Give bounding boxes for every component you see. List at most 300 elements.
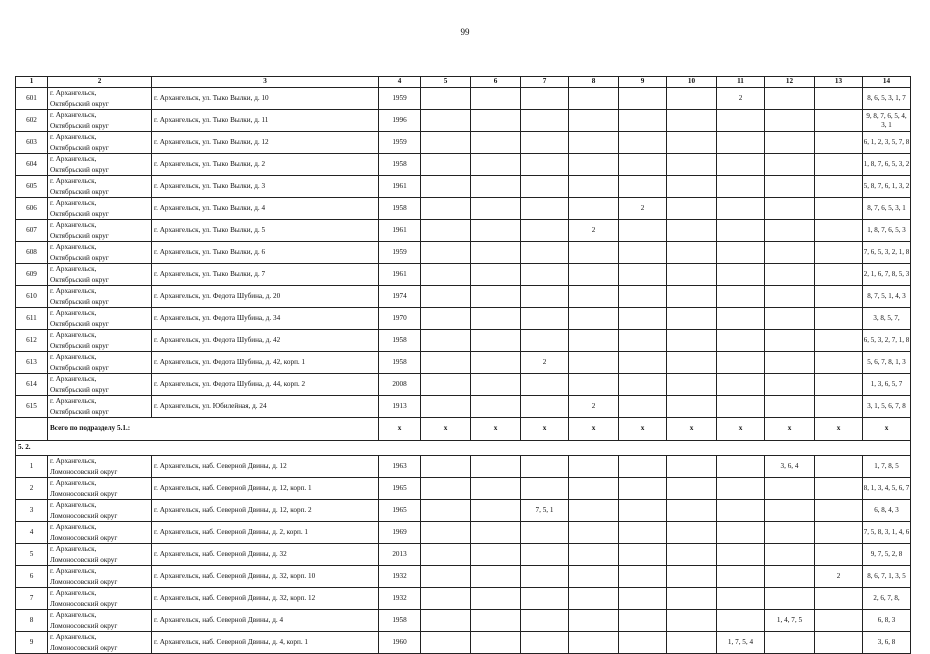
district-line: г. Архангельск, [50,589,97,597]
year-cell: 1958 [379,352,421,374]
value-cell [717,110,765,132]
value-cell [471,198,521,220]
value-cell: 2 [717,88,765,110]
district-line: г. Архангельск, [50,353,97,361]
subtotal-value: x [815,418,863,441]
district-line: г. Архангельск, [50,331,97,339]
value-cell: 2 [521,352,569,374]
value-cell [569,500,619,522]
value-cell [421,588,471,610]
year-cell: 1963 [379,456,421,478]
district-line: Ломоносовский округ [50,533,118,542]
table-row [16,264,911,286]
component-list-cell: 7, 6, 5, 3, 2, 1, 8 [863,242,911,264]
subtotal-value: x [765,418,815,441]
district-line: Ломоносовский округ [50,599,118,608]
component-list-cell: 5, 8, 7, 6, 1, 3, 2 [863,176,911,198]
address-cell: г. Архангельск, ул. Тыко Вылки, д. 6 [152,242,379,264]
value-cell [815,330,863,352]
year-cell: 1970 [379,308,421,330]
value-cell [421,242,471,264]
value-cell [619,632,667,654]
header-row [16,77,911,88]
value-cell [421,176,471,198]
register-table [15,76,911,654]
value-cell [521,176,569,198]
value-cell: 2 [619,198,667,220]
value-cell [815,220,863,242]
value-cell [667,522,717,544]
component-list-cell: 3, 6, 8 [863,632,911,654]
value-cell [765,396,815,418]
district-line: г. Архангельск, [50,479,97,487]
value-cell [569,88,619,110]
district-line: г. Архангельск, [50,287,97,295]
value-cell [421,456,471,478]
value-cell [815,352,863,374]
value-cell [569,330,619,352]
address-cell: г. Архангельск, ул. Тыко Вылки, д. 7 [152,264,379,286]
value-cell [521,308,569,330]
value-cell [619,544,667,566]
value-cell [421,220,471,242]
column-header: 6 [471,77,521,88]
value-cell [471,352,521,374]
value-cell [717,566,765,588]
value-cell [717,286,765,308]
value-cell [471,588,521,610]
table-row [16,330,911,352]
year-cell: 1913 [379,396,421,418]
value-cell [815,242,863,264]
district-cell [48,352,152,374]
value-cell [521,566,569,588]
value-cell [471,566,521,588]
value-cell [569,588,619,610]
district-line: г. Архангельск, [50,155,97,163]
section-row [16,441,911,456]
value-cell [521,456,569,478]
district-line: г. Архангельск, [50,111,97,119]
table-row [16,220,911,242]
value-cell [815,478,863,500]
address-cell: г. Архангельск, наб. Северной Двины, д. 4 [152,610,379,632]
value-cell [815,522,863,544]
value-cell [569,176,619,198]
value-cell [569,632,619,654]
value-cell [521,242,569,264]
row-number: 606 [16,198,48,220]
year-cell: 1959 [379,88,421,110]
component-list-cell: 9, 8, 7, 6, 5, 4, 3, 1 [863,110,911,132]
value-cell [619,522,667,544]
table-row [16,500,911,522]
value-cell [667,154,717,176]
value-cell [619,220,667,242]
value-cell [717,220,765,242]
value-cell [667,566,717,588]
address-cell: г. Архангельск, ул. Тыко Вылки, д. 5 [152,220,379,242]
district-cell [48,330,152,352]
value-cell [471,242,521,264]
value-cell [569,352,619,374]
value-cell [717,396,765,418]
value-cell [421,264,471,286]
value-cell [471,522,521,544]
value-cell [717,544,765,566]
value-cell [667,330,717,352]
value-cell [815,198,863,220]
value-cell [421,330,471,352]
value-cell [421,286,471,308]
column-header: 2 [48,77,152,88]
value-cell [717,308,765,330]
page-number: 99 [460,27,470,37]
value-cell [815,588,863,610]
value-cell [619,110,667,132]
value-cell [765,286,815,308]
value-cell [717,198,765,220]
subtotal-value: x [521,418,569,441]
value-cell [667,478,717,500]
value-cell [521,330,569,352]
value-cell [667,632,717,654]
value-cell [569,110,619,132]
subtotal-value: x [421,418,471,441]
district-line: г. Архангельск, [50,177,97,185]
address-cell: г. Архангельск, ул. Федота Шубина, д. 20 [152,286,379,308]
component-list-cell: 8, 6, 7, 1, 3, 5 [863,566,911,588]
district-cell [48,566,152,588]
value-cell: 7, 5, 1 [521,500,569,522]
address-cell: г. Архангельск, наб. Северной Двины, д. 12, корп. 2 [152,500,379,522]
row-number: 607 [16,220,48,242]
value-cell [421,374,471,396]
value-cell [421,500,471,522]
row-number [16,418,48,441]
address-cell: г. Архангельск, наб. Северной Двины, д. 4, корп. 1 [152,632,379,654]
value-cell [619,478,667,500]
value-cell [619,352,667,374]
component-list-cell: 6, 8, 4, 3 [863,500,911,522]
value-cell [815,88,863,110]
district-line: г. Архангельск, [50,633,97,641]
table-row [16,456,911,478]
value-cell [765,374,815,396]
row-number: 603 [16,132,48,154]
subtotal-value: x [717,418,765,441]
district-line: Октябрьский округ [50,121,109,130]
district-line: г. Архангельск, [50,265,97,273]
value-cell [471,396,521,418]
value-cell [667,264,717,286]
value-cell [717,522,765,544]
value-cell [619,176,667,198]
value-cell [619,374,667,396]
district-line: Октябрьский округ [50,99,109,108]
row-number: 605 [16,176,48,198]
value-cell [471,544,521,566]
value-cell [569,522,619,544]
address-cell: г. Архангельск, наб. Северной Двины, д. 12 [152,456,379,478]
component-list-cell: 8, 1, 3, 4, 5, 6, 7 [863,478,911,500]
value-cell [471,308,521,330]
district-cell [48,110,152,132]
district-cell [48,264,152,286]
year-cell: 1959 [379,242,421,264]
district-line: Октябрьский округ [50,407,109,416]
column-header: 5 [421,77,471,88]
address-cell: г. Архангельск, ул. Федота Шубина, д. 42, корп. 1 [152,352,379,374]
address-cell: г. Архангельск, наб. Северной Двины, д. 32, корп. 10 [152,566,379,588]
value-cell [569,374,619,396]
column-header: 9 [619,77,667,88]
address-cell: г. Архангельск, ул. Федота Шубина, д. 42 [152,330,379,352]
district-cell [48,132,152,154]
value-cell [765,198,815,220]
district-line: Ломоносовский округ [50,467,118,476]
row-number: 611 [16,308,48,330]
district-line: Октябрьский округ [50,209,109,218]
table-row [16,308,911,330]
value-cell [471,632,521,654]
year-cell: 1958 [379,330,421,352]
value-cell [471,374,521,396]
district-cell [48,220,152,242]
district-line: Октябрьский округ [50,363,109,372]
value-cell [667,500,717,522]
address-cell: г. Архангельск, ул. Тыко Вылки, д. 4 [152,198,379,220]
district-line: Ломоносовский округ [50,577,118,586]
table-row [16,396,911,418]
district-cell [48,286,152,308]
value-cell [619,132,667,154]
row-number: 612 [16,330,48,352]
value-cell [471,330,521,352]
value-cell [815,632,863,654]
value-cell [421,396,471,418]
district-line: г. Архангельск, [50,221,97,229]
value-cell [619,610,667,632]
district-line: г. Архангельск, [50,309,97,317]
value-cell [619,456,667,478]
row-number: 613 [16,352,48,374]
value-cell [569,308,619,330]
value-cell [667,396,717,418]
value-cell [815,544,863,566]
value-cell [471,264,521,286]
table-row [16,154,911,176]
value-cell [421,308,471,330]
component-list-cell: 8, 6, 5, 3, 1, 7 [863,88,911,110]
component-list-cell: 6, 1, 2, 3, 5, 7, 8 [863,132,911,154]
value-cell [667,176,717,198]
value-cell [421,154,471,176]
district-line: г. Архангельск, [50,545,97,553]
year-cell: 1996 [379,110,421,132]
value-cell [421,132,471,154]
value-cell [569,132,619,154]
value-cell [521,396,569,418]
row-number: 601 [16,88,48,110]
value-cell [717,330,765,352]
district-cell [48,308,152,330]
year-cell: 2008 [379,374,421,396]
table-row [16,522,911,544]
column-header: 13 [815,77,863,88]
value-cell [521,88,569,110]
value-cell [667,308,717,330]
table-row [16,632,911,654]
district-cell [48,610,152,632]
table-row [16,198,911,220]
district-cell [48,478,152,500]
value-cell [619,588,667,610]
component-list-cell: 6, 8, 3 [863,610,911,632]
component-list-cell: 2, 6, 7, 8, [863,588,911,610]
value-cell [521,522,569,544]
value-cell [471,176,521,198]
year-cell: 1960 [379,632,421,654]
address-cell: г. Архангельск, наб. Северной Двины, д. 32 [152,544,379,566]
address-cell: г. Архангельск, ул. Тыко Вылки, д. 3 [152,176,379,198]
table-row [16,374,911,396]
district-line: г. Архангельск, [50,89,97,97]
value-cell [521,588,569,610]
row-number: 604 [16,154,48,176]
value-cell [667,588,717,610]
value-cell [421,352,471,374]
address-cell: г. Архангельск, ул. Федота Шубина, д. 34 [152,308,379,330]
address-cell: г. Архангельск, ул. Тыко Вылки, д. 12 [152,132,379,154]
table-row [16,132,911,154]
value-cell [765,220,815,242]
value-cell [765,632,815,654]
value-cell [765,500,815,522]
district-line: Ломоносовский округ [50,511,118,520]
value-cell [619,286,667,308]
row-number: 6 [16,566,48,588]
district-cell [48,176,152,198]
district-line: г. Архангельск, [50,133,97,141]
district-cell [48,588,152,610]
subtotal-value: x [863,418,911,441]
value-cell [815,154,863,176]
value-cell [569,286,619,308]
district-cell [48,198,152,220]
value-cell [765,330,815,352]
district-line: г. Архангельск, [50,397,97,405]
value-cell [471,110,521,132]
district-line: Октябрьский округ [50,275,109,284]
value-cell [471,220,521,242]
value-cell [619,154,667,176]
value-cell [421,610,471,632]
table-row [16,352,911,374]
address-cell: г. Архангельск, наб. Северной Двины, д. 12, корп. 1 [152,478,379,500]
register-table-container [15,76,910,652]
year-cell: 1969 [379,522,421,544]
district-line: г. Архангельск, [50,523,97,531]
value-cell: 1, 7, 5, 4 [717,632,765,654]
district-line: Ломоносовский округ [50,643,118,652]
column-header: 10 [667,77,717,88]
value-cell [471,286,521,308]
table-row [16,610,911,632]
value-cell [765,88,815,110]
component-list-cell: 1, 7, 8, 5 [863,456,911,478]
component-list-cell: 8, 7, 6, 5, 3, 1 [863,198,911,220]
row-number: 9 [16,632,48,654]
subtotal-value: x [569,418,619,441]
column-header: 11 [717,77,765,88]
value-cell [667,456,717,478]
value-cell [815,286,863,308]
value-cell [815,456,863,478]
value-cell [421,110,471,132]
row-number: 2 [16,478,48,500]
table-row [16,588,911,610]
column-header: 14 [863,77,911,88]
district-line: г. Архангельск, [50,501,97,509]
value-cell [717,500,765,522]
row-number: 4 [16,522,48,544]
district-cell [48,242,152,264]
row-number: 8 [16,610,48,632]
value-cell [619,330,667,352]
address-cell: г. Архангельск, наб. Северной Двины, д. 32, корп. 12 [152,588,379,610]
district-line: г. Архангельск, [50,457,97,465]
column-header: 3 [152,77,379,88]
year-cell: 1958 [379,198,421,220]
component-list-cell: 3, 1, 5, 6, 7, 8 [863,396,911,418]
value-cell [569,610,619,632]
district-line: Ломоносовский округ [50,555,118,564]
value-cell [471,88,521,110]
row-number: 615 [16,396,48,418]
value-cell [471,610,521,632]
column-header: 1 [16,77,48,88]
value-cell [717,588,765,610]
address-cell: г. Архангельск, ул. Тыко Вылки, д. 11 [152,110,379,132]
value-cell [717,610,765,632]
value-cell [619,500,667,522]
table-row [16,88,911,110]
value-cell [815,500,863,522]
row-number: 7 [16,588,48,610]
section-heading: 5. 2. [16,441,911,456]
value-cell [667,88,717,110]
component-list-cell: 6, 5, 3, 2, 7, 1, 8 [863,330,911,352]
value-cell [717,176,765,198]
value-cell [667,242,717,264]
value-cell [765,110,815,132]
component-list-cell: 8, 7, 5, 1, 4, 3 [863,286,911,308]
value-cell: 2 [569,220,619,242]
value-cell [717,352,765,374]
address-cell: г. Архангельск, ул. Юбилейная, д. 24 [152,396,379,418]
value-cell [717,264,765,286]
table-row [16,566,911,588]
value-cell [471,456,521,478]
subtotal-value: x [471,418,521,441]
address-cell: г. Архангельск, ул. Тыко Вылки, д. 10 [152,88,379,110]
value-cell [521,198,569,220]
subtotal-value: x [619,418,667,441]
subtotal-value: x [667,418,717,441]
district-line: Ломоносовский округ [50,489,118,498]
value-cell [717,478,765,500]
